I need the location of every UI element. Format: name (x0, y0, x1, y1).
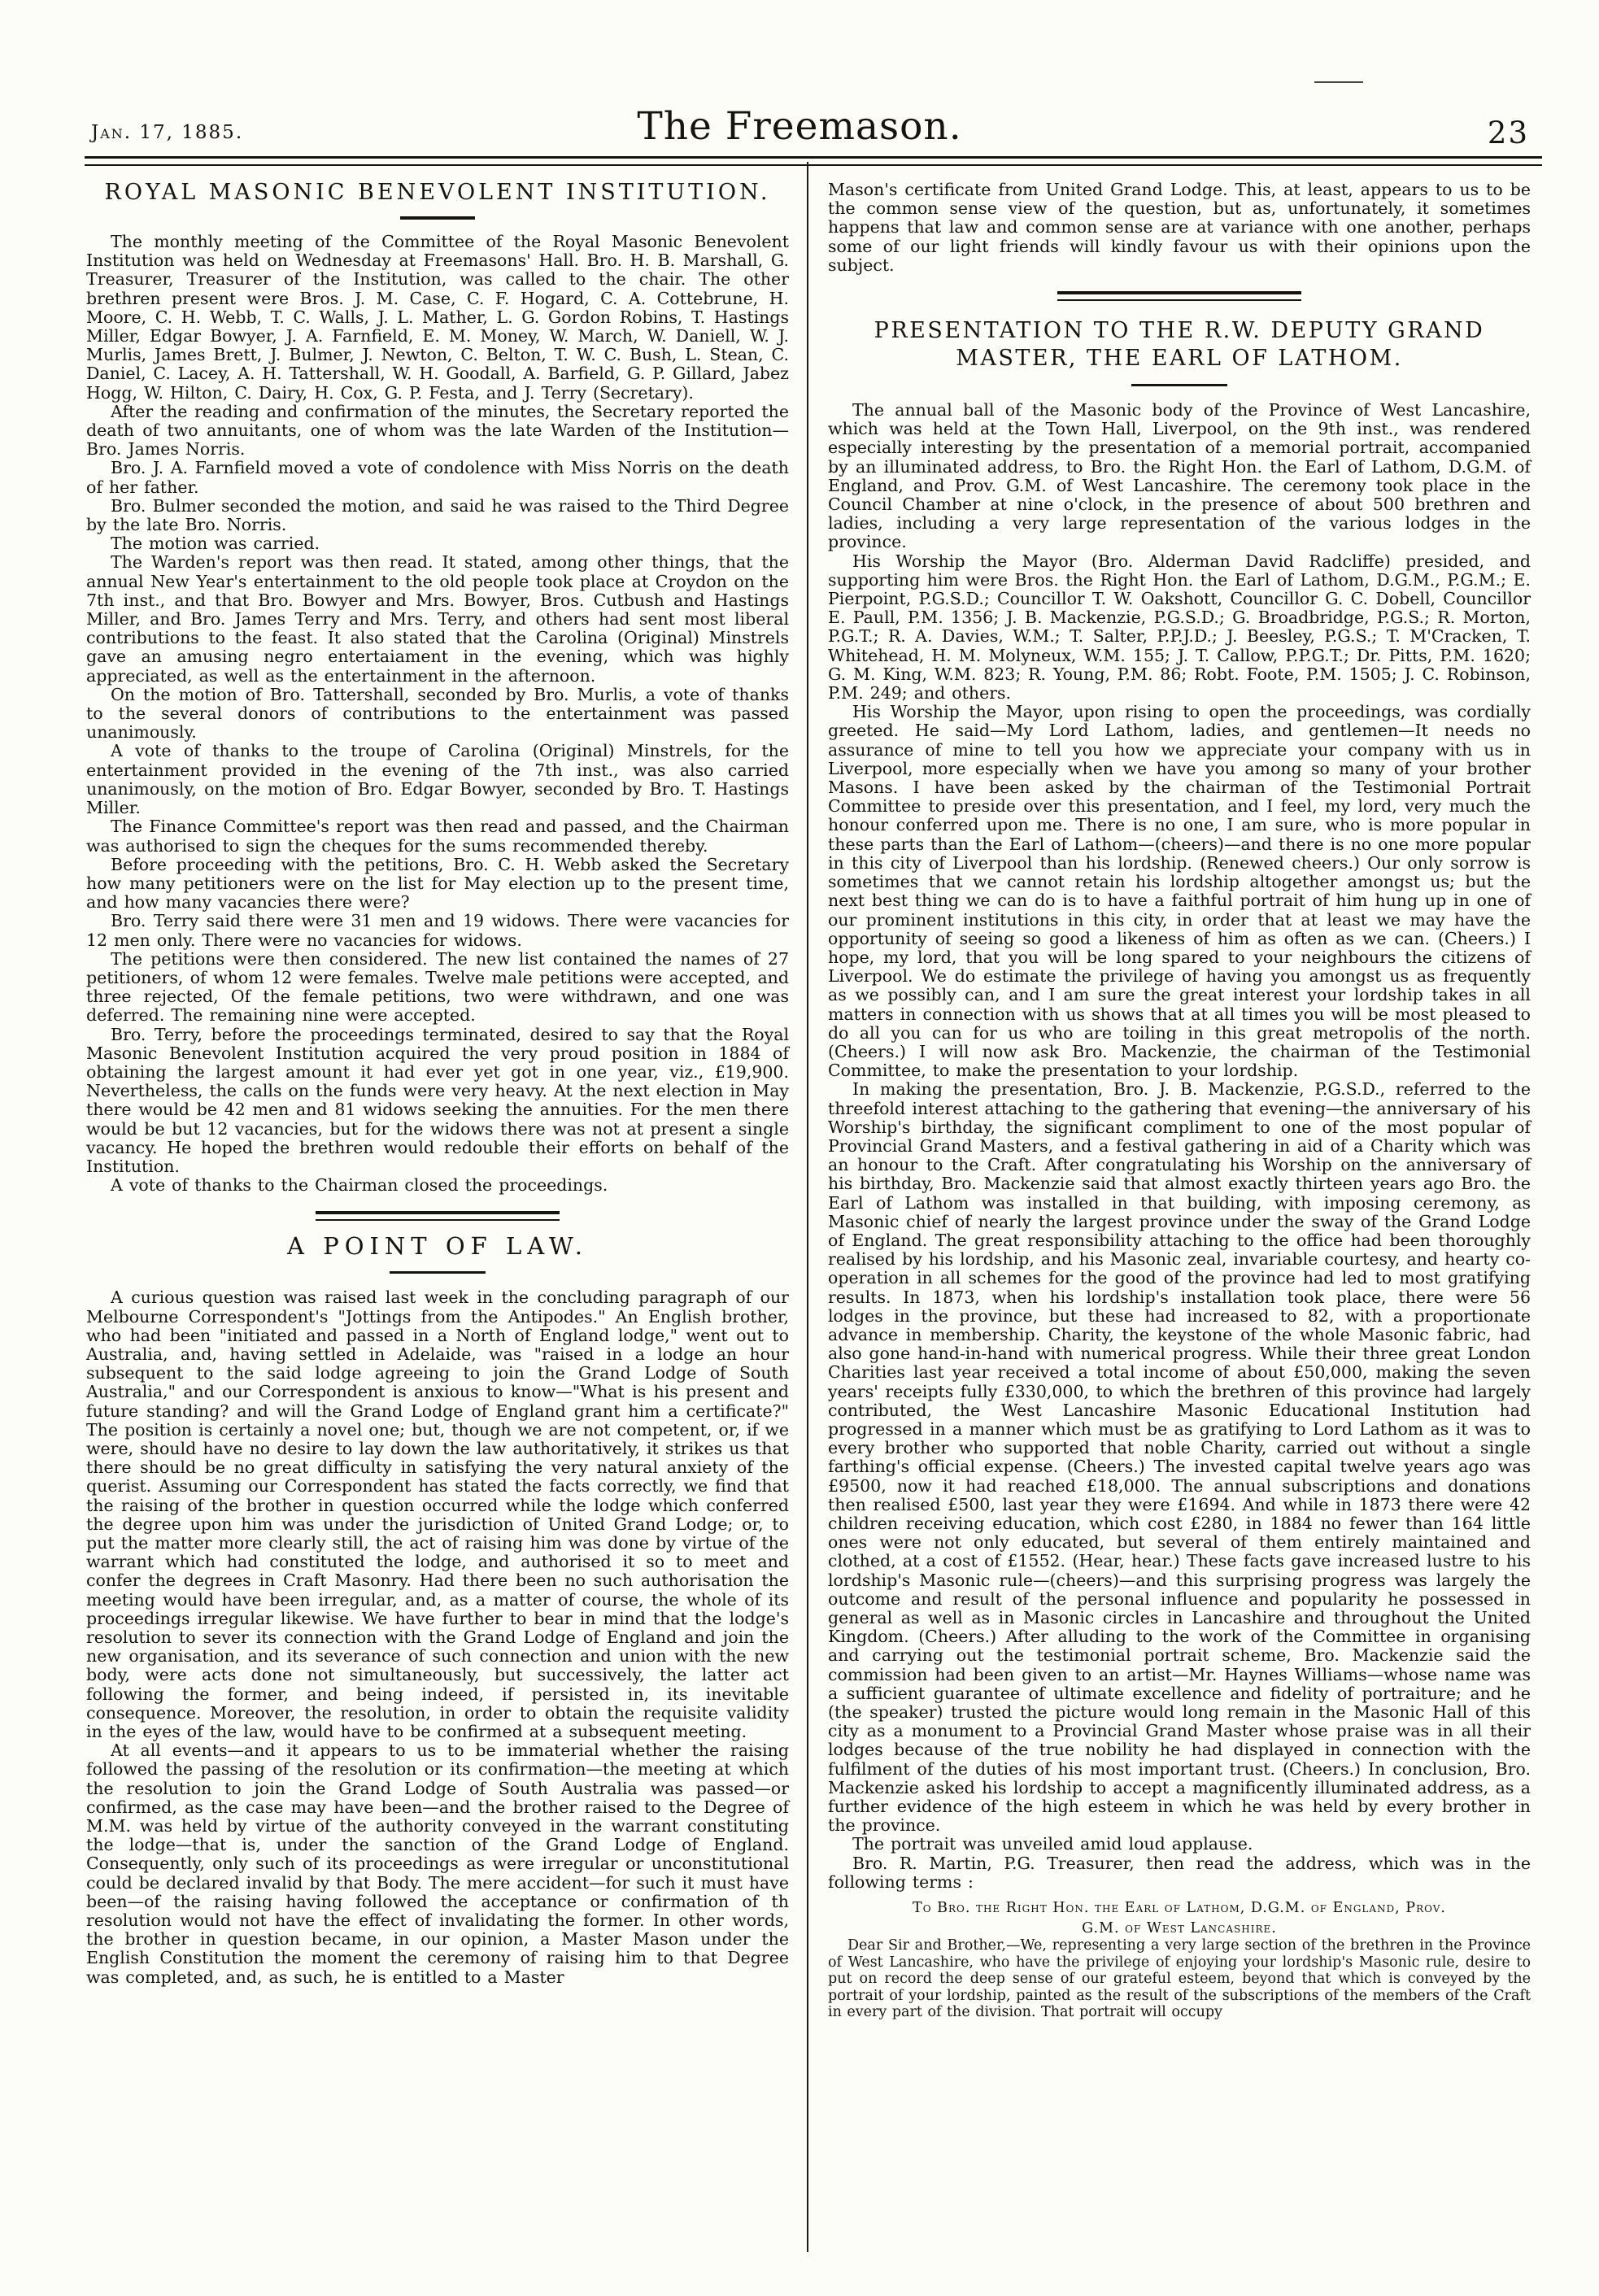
article1-paragraph: A vote of thanks to the troupe of Carolina (Original) Minstrels, for the entertainment provided in the evening of the 7th inst., was also carried unanimously, on the motion of Bro. Edgar Bowyer, seconded by Bro. T. Hastings Miller. (86, 741, 789, 818)
article3-paragraph: The annual ball of the Masonic body of the Province of West Lancashire, which was held at the Town Hall, Liverpool, on the 9th inst., was rendered especially interesting by the presentation of a memorial portrait, accompanied by an illuminated address, to Bro. the Right Hon. the Earl of Lathom, D.G.M. of England, and Prov. G.M. of West Lancashire. The ceremony took place in the Council Chamber at nine o'clock, in the presence of about 500 brethren and ladies, including a very large representation of the various lodges in the province. (828, 400, 1531, 552)
article2-continuation-paragraph: Mason's certificate from United Grand Lodge. This, at least, appears to us to be the common sense view of the question, but as, unfortunately, it sometimes happens that law and common sense are at variance with one another, perhaps some of our light friends will kindly favour us with their opinions upon the subject. (828, 180, 1531, 275)
article3-heading-line2: MASTER, THE EARL OF LATHOM. (956, 346, 1403, 372)
article1-paragraph: A vote of thanks to the Chairman closed the proceedings. (111, 1175, 608, 1196)
article2-heading-rule (390, 1271, 486, 1274)
article3-heading-line1: PRESENTATION TO THE R.W. DEPUTY GRAND (874, 318, 1485, 344)
right-column (828, 168, 1531, 2021)
left-column (86, 168, 789, 1987)
article1-paragraph: Before proceeding with the petitions, Bro. C. H. Webb asked the Secretary how many petitioners were on the list for May election up to the present time, and how many vacancies there were? (86, 854, 789, 913)
page-number: 23 (1487, 115, 1529, 150)
article1-paragraph: After the reading and confirmation of the minutes, the Secretary reported the death of two annuitants, one of whom was the late Warden of the Institution—Bro. James Norris. (86, 401, 789, 460)
article1-paragraph: The Warden's report was then read. It stated, among other things, that the annual New Year's entertainment to the old people took place at Croydon on the 7th inst., and that Bro. Bowyer and Mrs. Bowyer, Bros. Cutbush and Hastings Miller, and Bro. James Terry and Mrs. Terry, and others had sent most liberal contributions to the feast. It also stated that the Carolina (Original) Minstrels gave an amusing negro entertaiament in the evening, which was highly appreciated, as well as the entertainment in the afternoon. (86, 552, 789, 686)
article1-paragraph: Bro. J. A. Farnfield moved a vote of condolence with Miss Norris on the death of her father. (86, 458, 789, 497)
article2-heading: A POINT OF LAW. (287, 1232, 588, 1261)
address-paragraph: Dear Sir and Brother,—We, representing a very large section of the brethren in the Province of West Lancashire, who have the privilege of enjoying your lordship's Masonic rule, desire to put on record the deep sense of our grateful esteem, beyond that which is conveyed by the portrait of your lordship, painted as the result of the subscriptions of the members of the Craft in every part of the division. That portrait will occupy (828, 1937, 1531, 2021)
article3-paragraph: In making the presentation, Bro. J. B. Mackenzie, P.G.S.D., referred to the threefold interest attaching to the gathering that evening—the anniversary of his Worship's birthday, the significant compliment to one of the most popular of Provincial Grand Masters, and a festival gathering in aid of a Charity which was an honour to the Craft. After congratulating his Worship on the anniversary of his birthday, Bro. Mackenzie said that almost exactly thirteen years ago Bro. the Earl of Lathom was installed in that building, with imposing ceremony, as Masonic chief of nearly the largest province under the sway of the Grand Lodge of England. The great responsibility attaching to the office had been thoroughly realised by his lordship, and his Masonic zeal, invariable courtesy, and hearty co-operation in all schemes for the good of the province had led to most gratifying results. In 1873, when his lordship's installation took place, there were 56 lodges in the province, but these had increased to 82, with a proportionate advance in membership. Charity, the keystone of the whole Masonic fabric, had also gone hand-in-hand with numerical progress. While their three great London Charities last year received a total income of about £50,000, making the seven years' receipts fully £330,000, to which the brethren of this province had largely contributed, the West Lancashire Masonic Educational Institution had progressed in a manner which must be as gratifying to Lord Lathom as it was to every brother who supported that noble Charity, carried out without a single farthing's official expense. (Cheers.) The invested capital twelve years ago was £9500, now it had reached £18,000. The annual subscriptions and donations then realised £500, last year they were £1694. And while in 1873 there were 42 children receiving education, which cost £280, in 1884 no fewer than 164 little ones were not only educated, but several of them entirely maintained and clothed, at a cost of £1552. (Hear, hear.) These facts gave increased lustre to his lordship's Masonic rule—(cheers)—and this surprising progress was largely the outcome and result of the personal influence and popularity he possessed in general as well as in Masonic circles in Lancashire and throughout the United Kingdom. (Cheers.) After alluding to the work of the Committee in organising and carrying out the testimonial portrait scheme, Bro. Mackenzie said the commission had been given to an artist—Mr. Haynes Williams—whose name was a sufficient guarantee of ultimate excellence and fidelity of portraiture; and he (the speaker) trusted the picture would long remain in the Masonic Hall of this city as a monument to a Provincial Grand Master whose praise was in all their lodges because of the true nobility he had displayed in connection with the fulfilment of the duties of his most important trust. (Cheers.) In conclusion, Bro. Mackenzie asked his lordship to accept a magnificently illuminated address, as a further evidence of the high esteem in which he was held by every brother in the province. (828, 1079, 1531, 1836)
masthead-rule (85, 156, 1542, 166)
article1-paragraph: Bro. Terry, before the proceedings terminated, desired to say that the Royal Masonic Benevolent Institution acquired the very proud position in 1884 of obtaining the largest amount it had ever yet got in one year, viz., £19,900. Nevertheless, the calls on the funds were very heavy. At the next election in May there would be 42 men and 81 widows seeking the annuities. For the men there would be but 12 vacancies, but for the widows there was not at present a single vacancy. He hoped the brethren would redouble their efforts on behalf of the Institution. (86, 1024, 789, 1176)
article1-heading: ROYAL MASONIC BENEVOLENT INSTITUTION. (104, 180, 771, 205)
article1-paragraph: Bro. Bulmer seconded the motion, and said he was raised to the Third Degree by the late Bro. Norris. (86, 495, 789, 535)
section-divider-rule (316, 1211, 560, 1221)
address-heading-line1: To Bro. the Right Hon. the Earl of Lathom, D.G.M. of England, Prov. (913, 1900, 1446, 1917)
article3-paragraph: Bro. R. Martin, P.G. Treasurer, then read the address, which was in the following terms : (828, 1853, 1531, 1892)
article1-paragraph: The Finance Committee's report was then read and passed, and the Chairman was authorised to sign the cheques for the sums recommended thereby. (86, 817, 789, 856)
newspaper-title: The Freemason. (637, 104, 962, 149)
article1-paragraph: The petitions were then considered. The new list contained the names of 27 petitioners, of whom 12 were females. Twelve male petitions were accepted, and three rejected, Of the female petitions, two were withdrawn, and one was deferred. The remaining nine were accepted. (86, 948, 789, 1026)
article3-paragraph: His Worship the Mayor, upon rising to open the proceedings, was cordially greeted. He said—My Lord Lathom, ladies, and gentlemen—It needs no assurance of mine to tell you how we appreciate your company with us in Liverpool, more especially when we have you among so many of your brother Masons. I have been asked by the chairman of the Testimonial Portrait Committee to preside over this presentation, and I feel, my lord, very much the honour conferred upon me. There is no one, I am sure, who is more popular in these parts than the Earl of Lathom—(cheers)—and there is no one more popular in this city of Liverpool than his lordship. (Renewed cheers.) Our only sorrow is sometimes that we cannot retain his lordship altogether amongst us; but the next best thing we can do is to have a faithful portrait of him hung up in one of our prominent institutions in this city, in order that at least we may have the opportunity of seeing so good a likeness of him as often as we can. (Cheers.) I hope, my lord, that you will be long spared to your neighbours the citizens of Liverpool. We do estimate the privilege of having you amongst us as frequently as we possibly can, and I am sure the great interest your lordship takes in all matters in connection with us shows that at all times you will be most pleased to do all you can for us who are toiling in this great metropolis of the north. (Cheers.) I will now ask Bro. Mackenzie, the chairman of the Testimonial Committee, to make the presentation to your lordship. (828, 702, 1531, 1081)
article2-paragraph: A curious question was raised last week in the concluding paragraph of our Melbourne Correspondent's "Jottings from the Antipodes." An English brother, who had been "initiated and passed in a North of England lodge," went out to Australia, and, having settled in Adelaide, was "raised in a lodge an hour subsequent to the said lodge agreeing to join the Grand Lodge of South Australia," and our Correspondent is anxious to know—"What is his present and future standing? and will the Grand Lodge of England grant him a certificate?" The position is certainly a novel one; but, though we are not competent, or, if we were, should have no desire to lay down the law authoritatively, it strikes us that there should be no great difficulty in satisfying the very natural anxiety of the querist. Assuming our Correspondent has stated the facts correctly, we find that the raising of the brother in question occurred while the lodge which conferred the degree upon him was under the jurisdiction of United Grand Lodge; or, to put the matter more clearly still, the act of raising him was done by virtue of the warrant which had constituted the lodge, and authorised it so to meet and confer the degrees in Craft Masonry. Had there been no such authorisation the meeting would have been irregular, and, as a matter of course, the whole of its proceedings irregular likewise. We have further to bear in mind that the lodge's resolution to sever its connection with the Grand Lodge of England and join the new organisation, and its severance of such connection and union with the new body, were acts done not simultaneously, but successively, the latter act following the former, and being indeed, if persisted in, its inevitable consequence. Moreover, the resolution, in order to obtain the requisite validity in the eyes of the law, would have to be confirmed at a subsequent meeting. (86, 1287, 789, 1742)
article3-paragraph: The portrait was unveiled amid loud applause. (852, 1834, 1253, 1854)
article1-paragraph: On the motion of Bro. Tattershall, seconded by Bro. Murlis, a vote of thanks to the several donors of contributions to the entertainment was passed unanimously. (86, 684, 789, 743)
issue-date: Jan. 17, 1885. (91, 122, 244, 143)
article3-paragraph: His Worship the Mayor (Bro. Alderman David Radcliffe) presided, and supporting him were Bros. the Right Hon. the Earl of Lathom, D.G.M., P.G.M.; E. Pierpoint, P.G.S.D.; Councillor T. W. Oakshott, Councillor G. C. Dobell, Councillor E. Paull, P.M. 1356; J. B. Mackenzie, P.G.S.D.; G. Broadbridge, P.G.S.; R. Morton, P.G.T.; R. A. Davies, W.M.; T. Salter, P.P.J.D.; J. Beesley, P.G.S.; T. M'Cracken, T. Whitehead, H. M. Molyneux, W.M. 155; J. T. Callow, P.P.G.T.; Dr. Pitts, P.M. 1620; G. M. King, W.M. 823; R. Young, P.M. 86; Robt. Foote, P.M. 1505; J. C. Robinson, P.M. 249; and others. (828, 551, 1531, 704)
section-divider-rule (1057, 291, 1301, 301)
article2-paragraph: At all events—and it appears to us to be immaterial whether the raising followed the passing of the resolution or its confirmation—the meeting at which the resolution to join the Grand Lodge of South Australia was passed—or confirmed, as the case may have been—and the brother raised to the Degree of M.M. was held by virtue of the authority conveyed in the warrant constituting the lodge—that is, under the sanction of the Grand Lodge of England. Consequently, only such of its proceedings as were irregular or unconstitutional could be declared invalid by that Body. The mere accident—for such it must have been—of the raising having followed the acceptance or confirmation of th resolution would not have the effect of invalidating the former. In other words, the brother in question became, in our opinion, a Master Mason under the English Constitution the moment the ceremony of raising him to that Degree was completed, and, as such, he is entitled to a Master (86, 1741, 789, 1987)
article1-paragraph: Bro. Terry said there were 31 men and 19 widows. There were vacancies for 12 men only. There were no vacancies for widows. (86, 911, 789, 950)
column-divider-rule (807, 162, 808, 2252)
address-heading-line2: G.M. of West Lancashire. (1082, 1920, 1277, 1937)
article1-heading-rule (400, 216, 475, 220)
article1-paragraph: The monthly meeting of the Committee of the Royal Masonic Benevolent Institution was held on Wednesday at Freemasons' Hall. Bro. H. B. Marshall, G. Treasurer, Treasurer of the Institution, was called to the chair. The other brethren present were Bros. J. M. Case, C. F. Hogard, C. A. Cottebrune, H. Moore, C. H. Webb, T. C. Walls, J. L. Mather, L. G. Gordon Robins, T. Hastings Miller, Edgar Bowyer, J. A. Farnfield, E. M. Money, W. March, W. Daniell, W. J. Murlis, James Brett, J. Bulmer, J. Newton, C. Belton, T. W. C. Bush, L. Stean, C. Daniel, C. Lacey, A. H. Tattershall, W. H. Goodall, A. Barfield, G. P. Gillard, Jabez Hogg, W. Hilton, C. Dairy, H. Cox, G. P. Festa, and J. Terry (Secretary). (86, 232, 789, 403)
article1-paragraph: The motion was carried. (111, 534, 320, 554)
scan-artifact-mark (1314, 81, 1363, 83)
article3-heading-rule (1131, 384, 1227, 386)
